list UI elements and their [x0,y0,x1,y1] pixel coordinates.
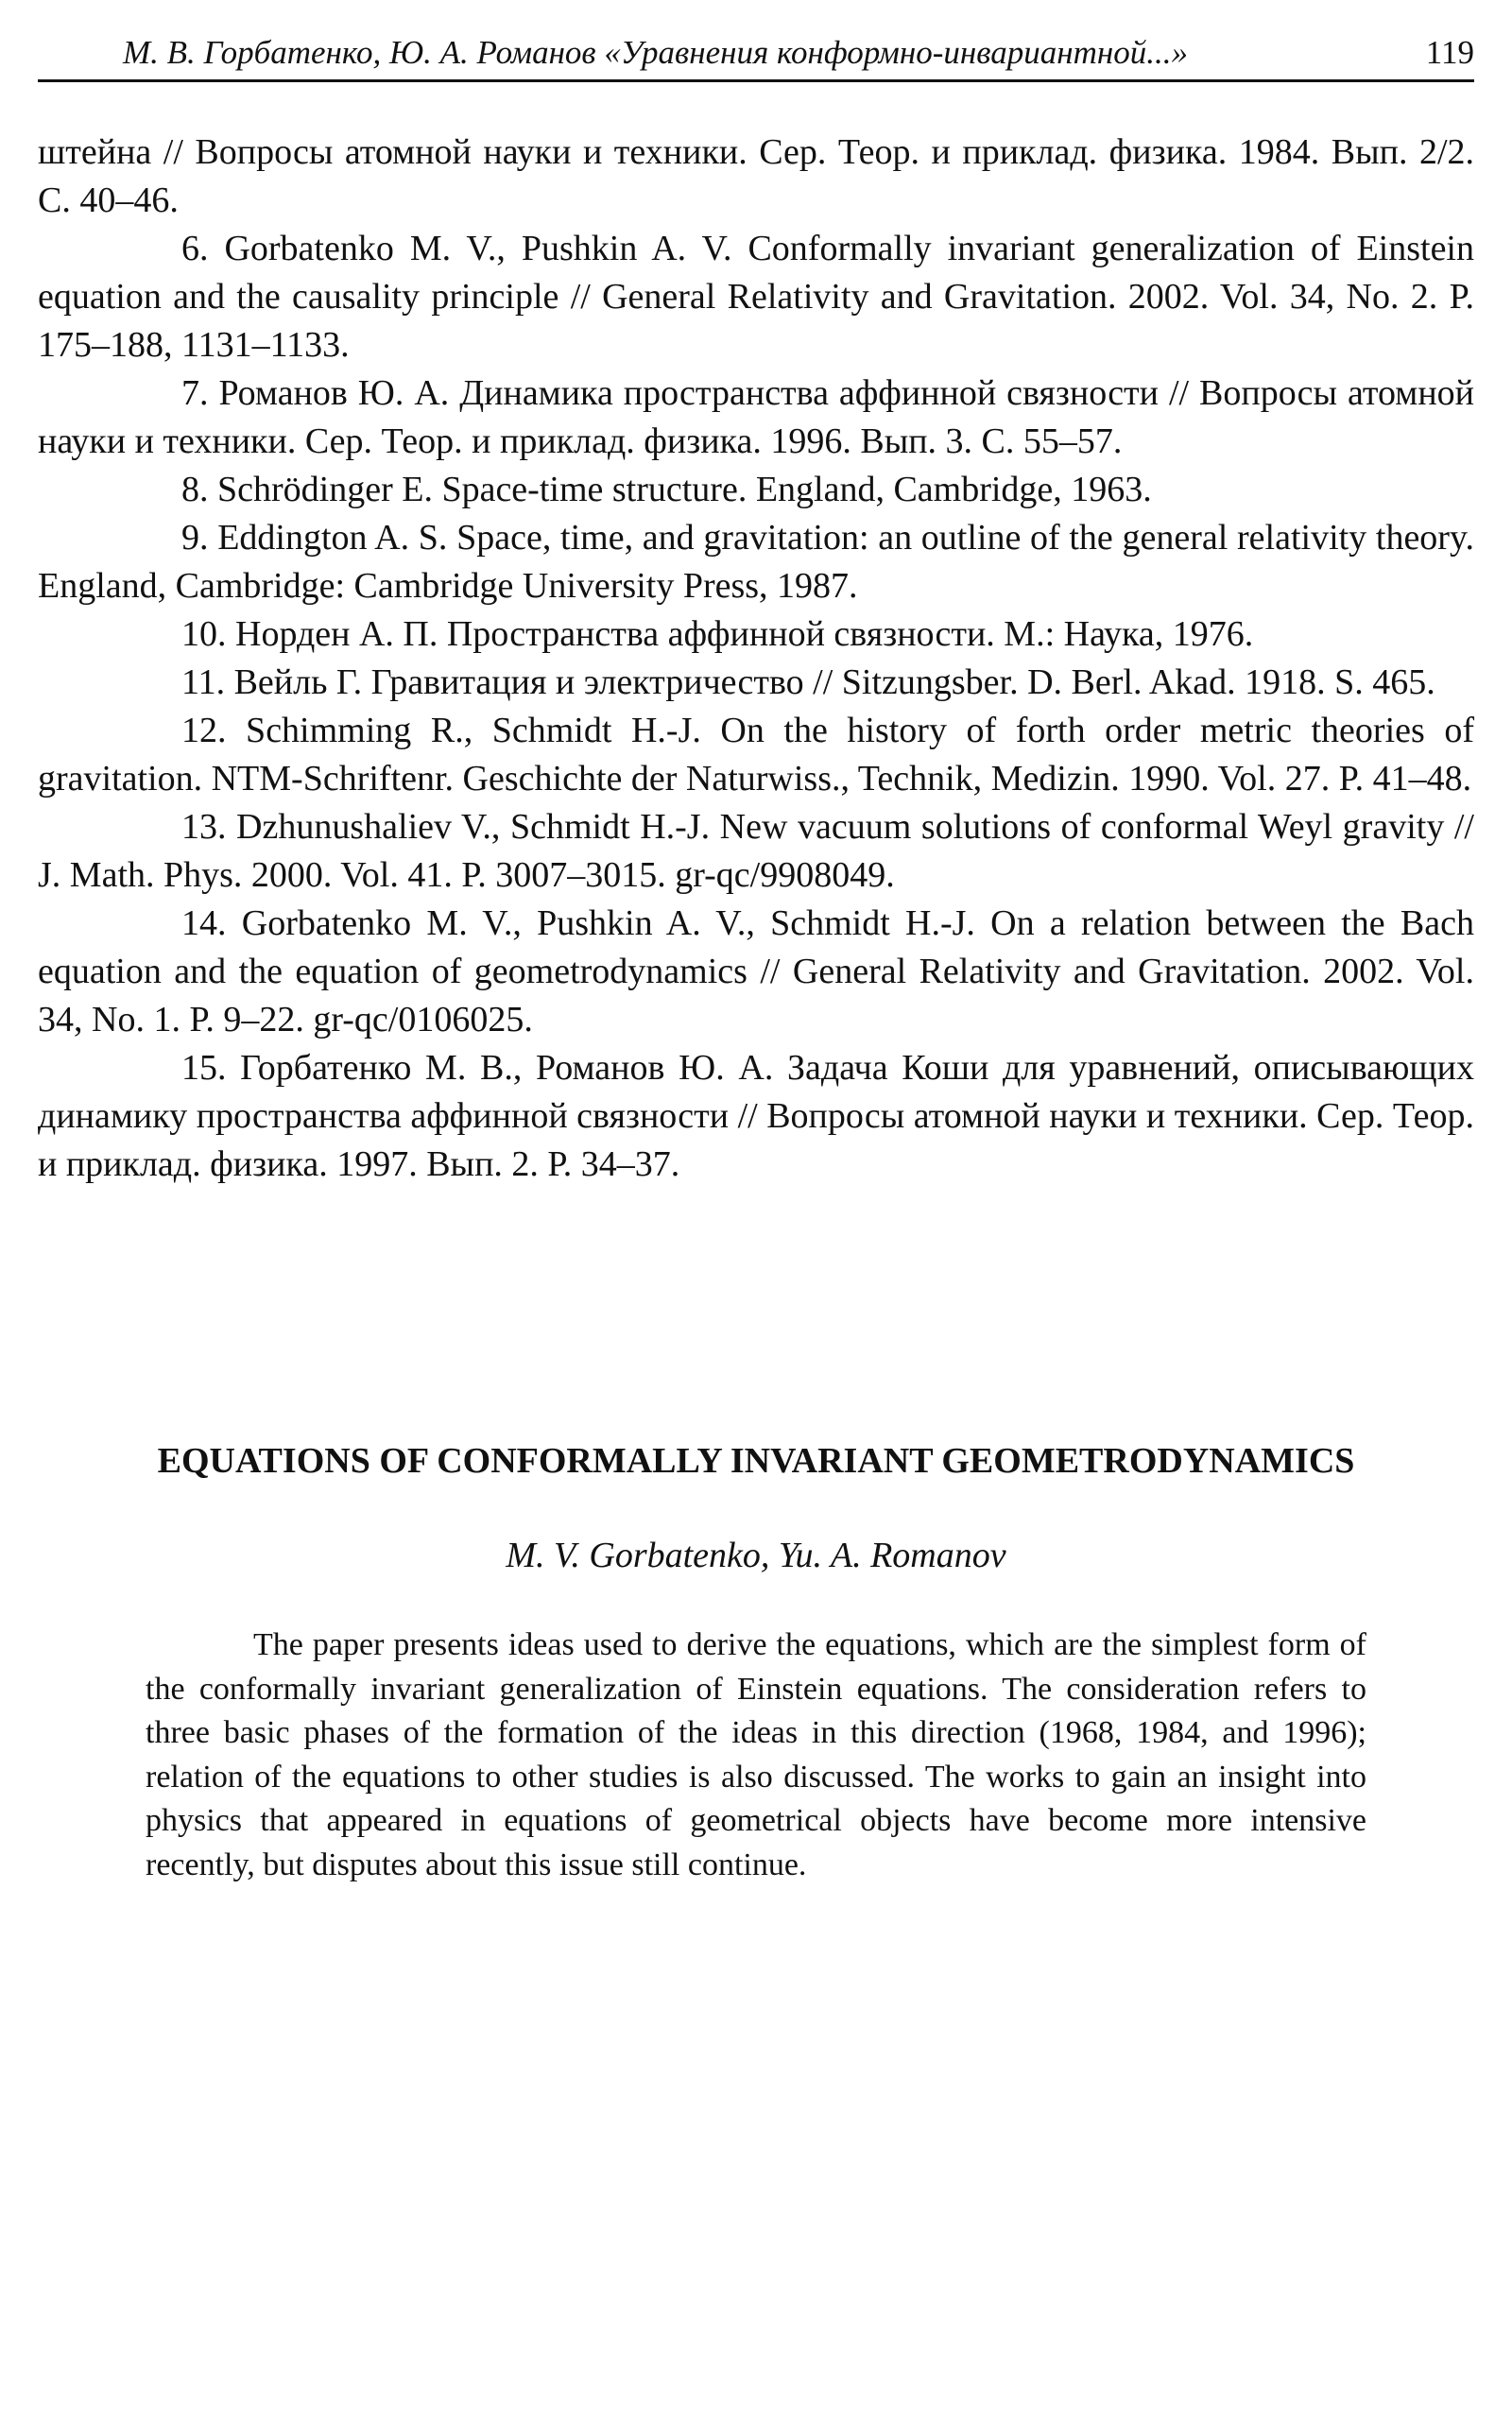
reference-11: 11. Вейль Г. Гравитация и электричество // Sitzungsber. D. Berl. Akad. 1918. S. 465. [181,662,1435,702]
reference-6: 6. Gorbatenko M. V., Pushkin A. V. Conformally invariant generalization of Einstein equation and the causality principle // General Relativity and Gravitation. 2002. Vol. 34, No. 2. P. 175–188, 1131–1133. [38,229,1474,365]
english-authors: M. V. Gorbatenko, Yu. A. Romanov [506,1536,1006,1575]
reference-15: 15. Горбатенко М. В., Романов Ю. А. Задача Коши для уравнений, описывающих динамику пространства аффинной связности // Вопросы атомной науки и техники. Сер. Теор. и приклад. физика. 1997. Вып. 2. Р. 34–37. [38,1048,1474,1184]
header-rule [38,79,1474,82]
reference-5-continued: штейна // Вопросы атомной науки и техники. Сер. Теор. и приклад. физика. 1984. Вып. 2/2. С. 40–46. [38,132,1474,220]
reference-13: 13. Dzhunushaliev V., Schmidt H.-J. New vacuum solutions of conformal Weyl gravity // J. Math. Phys. 2000. Vol. 41. P. 3007–3015. gr-qc/9908049. [38,807,1474,895]
reference-9: 9. Eddington A. S. Space, time, and gravitation: an outline of the general relativity theory. England, Cambridge: Cambridge University Press, 1987. [38,518,1474,606]
running-title: М. В. Горбатенко, Ю. А. Романов «Уравнения конформно-инвариантной...» [123,34,1188,71]
reference-8: 8. Schrödinger E. Space-time structure. England, Cambridge, 1963. [181,470,1152,509]
reference-list [38,129,1474,1189]
reference-14: 14. Gorbatenko M. V., Pushkin A. V., Schmidt H.-J. On a relation between the Bach equation and the equation of geometrodynamics // General Relativity and Gravitation. 2002. Vol. 34, No. 1. P. 9–22. gr-qc/0106025. [38,903,1474,1039]
reference-12: 12. Schimming R., Schmidt H.-J. On the history of forth order metric theories of gravitation. NTM-Schriftenr. Geschichte der Naturwiss., Technik, Medizin. 1990. Vol. 27. P. 41–48. [38,711,1474,799]
page [38,0,1474,2422]
reference-10: 10. Норден А. П. Пространства аффинной связности. М.: Наука, 1976. [181,614,1254,654]
running-head [38,25,1474,76]
english-title: EQUATIONS OF CONFORMALLY INVARIANT GEOMETRODYNAMICS [157,1441,1355,1481]
english-abstract-body: The paper presents ideas used to derive the equations, which are the simplest form of the conformally invariant generalization of Einstein equations. The consideration refers to three basic phases of the formation of the ideas in this direction (1968, 1984, and 1996); relation of the equations to other studies is also discussed. The works to gain an insight into physics that appeared in equations of geometrical objects have become more intensive recently, but disputes about this issue still continue. [146,1627,1366,1882]
page-number: 119 [1425,34,1474,71]
reference-7: 7. Романов Ю. А. Динамика пространства аффинной связности // Вопросы атомной науки и техники. Сер. Теор. и приклад. физика. 1996. Вып. 3. С. 55–57. [38,373,1474,461]
